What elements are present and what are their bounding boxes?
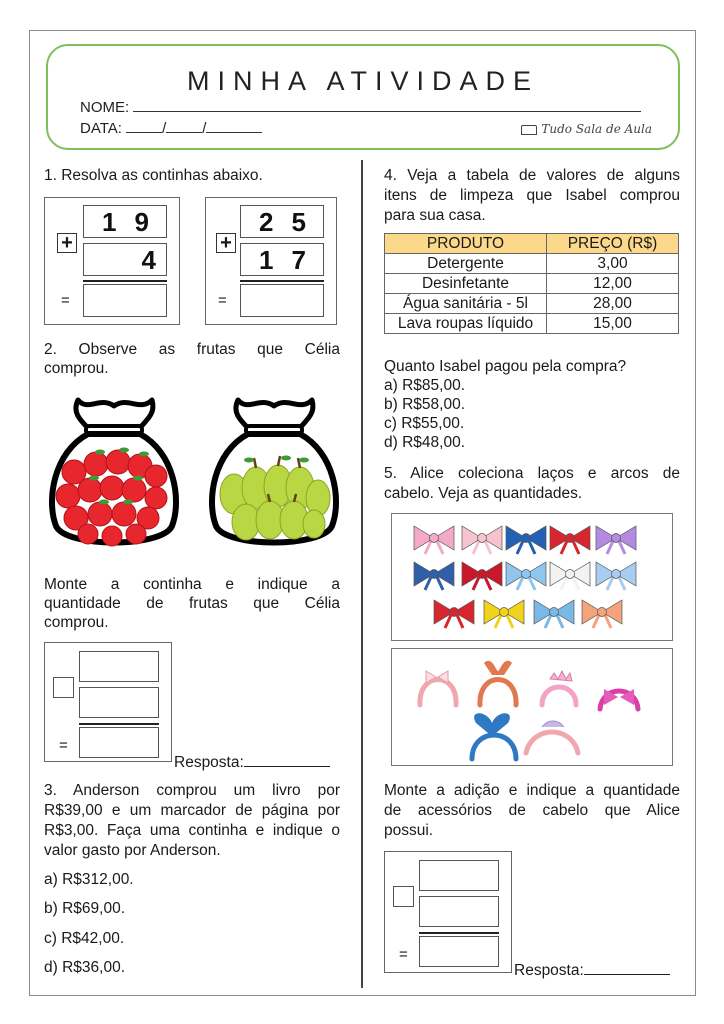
q5-prompt-line: 5. Alice coleciona laços e arcos de [384, 465, 680, 482]
operator-box[interactable] [393, 886, 414, 907]
name-field[interactable] [80, 98, 641, 116]
table-row [385, 314, 679, 334]
q4-option-c[interactable]: c) R$55,00. [384, 415, 465, 432]
hair-bow-icon [506, 526, 546, 554]
addend-value: 19 [102, 207, 167, 237]
q1-prompt: 1. Resolva as continhas abaixo. [44, 167, 263, 184]
q3-option-a[interactable]: a) R$312,00. [44, 871, 134, 888]
price-cell: 12,00 [547, 274, 679, 294]
addend-box[interactable] [419, 896, 499, 927]
sum-line [419, 932, 499, 934]
answer-line[interactable] [244, 753, 330, 767]
q3-option-c[interactable]: c) R$42,00. [44, 930, 125, 947]
addend-value: 17 [259, 245, 324, 275]
product-cell: Água sanitária - 5l [385, 294, 547, 314]
hair-bow-icon [462, 526, 502, 554]
bows-illustration [392, 514, 672, 640]
answer-box[interactable] [83, 284, 167, 317]
product-cell: Lava roupas líquido [385, 314, 547, 334]
table-row [385, 274, 679, 294]
table-header-row [385, 234, 679, 254]
hair-bow-icon [506, 562, 546, 590]
price-cell: 3,00 [547, 254, 679, 274]
name-label: NOME: [80, 99, 130, 116]
date-day-line[interactable] [126, 119, 162, 133]
hair-bow-icon [414, 562, 454, 590]
q1-problem-a [44, 197, 180, 325]
q3-option-b[interactable]: b) R$69,00. [44, 900, 125, 917]
column-header: PREÇO (R$) [547, 234, 679, 254]
date-label: DATA: [80, 120, 122, 137]
q2-addition-box [44, 642, 172, 762]
hair-bow-icon [534, 600, 574, 628]
plus-sign: + [216, 233, 236, 253]
price-table [384, 233, 679, 334]
logo [521, 122, 652, 136]
hair-bow-icon [484, 600, 524, 628]
operator-box[interactable] [53, 677, 74, 698]
addend-box[interactable] [419, 860, 499, 891]
hair-bow-icon [550, 526, 590, 554]
q5-answer[interactable] [514, 961, 670, 981]
addend-value: 25 [259, 207, 324, 237]
hair-bow-icon [462, 562, 502, 590]
q4-option-b[interactable]: b) R$58,00. [384, 396, 465, 413]
q5-instruction-line: de acessórios de cabelo que Alice [384, 802, 680, 819]
addend-box [83, 205, 167, 238]
addend-box [240, 205, 324, 238]
q5-instruction-line: Monte a adição e indique a quantidade [384, 782, 680, 799]
q3-prompt-line: R$39,00 e um marcador de página por [44, 802, 340, 819]
q4-prompt-line: 4. Veja a tabela de valores de alguns [384, 167, 680, 184]
column-header: PRODUTO [385, 234, 547, 254]
sum-line [79, 723, 159, 725]
addend-box [240, 243, 324, 276]
equals-sign: = [218, 292, 227, 309]
answer-box[interactable] [419, 936, 499, 967]
worksheet-header [46, 44, 680, 150]
hair-bow-icon [582, 600, 622, 628]
page-title: MINHA ATIVIDADE [186, 66, 540, 96]
q2-answer[interactable] [174, 753, 330, 773]
q4-prompt-line: para sua casa. [384, 207, 486, 224]
headbands-picture [391, 648, 673, 766]
apple-bag-illustration [44, 390, 184, 554]
answer-label: Resposta: [174, 754, 244, 771]
price-cell: 15,00 [547, 314, 679, 334]
q1-problem-b [205, 197, 337, 325]
answer-label: Resposta: [514, 962, 584, 979]
pear-bag-illustration [206, 390, 342, 554]
book-icon [521, 125, 537, 135]
q2-instruction-line: quantidade de frutas que Célia [44, 595, 340, 612]
addend-value: 4 [141, 245, 156, 275]
q4-question: Quanto Isabel pagou pela compra? [384, 358, 627, 375]
column-divider [361, 160, 363, 988]
q5-prompt-line: cabelo. Veja as quantidades. [384, 485, 583, 502]
sum-line [240, 280, 324, 282]
product-cell: Detergente [385, 254, 547, 274]
addend-box [83, 243, 167, 276]
q2-instruction-line: Monte a continha e indique a [44, 576, 340, 593]
q3-option-d[interactable]: d) R$36,00. [44, 959, 125, 976]
q4-prompt-line: itens de limpeza que Isabel comprou [384, 187, 680, 204]
date-slash: / [202, 120, 207, 137]
sum-line [83, 280, 167, 282]
q4-option-a[interactable]: a) R$85,00. [384, 377, 465, 394]
addend-box[interactable] [79, 651, 159, 682]
q2-prompt-line: comprou. [44, 360, 109, 377]
answer-line[interactable] [584, 961, 670, 975]
equals-sign: = [399, 946, 408, 963]
table-row [385, 294, 679, 314]
hair-bow-icon [596, 526, 636, 554]
price-cell: 28,00 [547, 294, 679, 314]
hair-bow-icon [550, 562, 590, 590]
date-field[interactable] [80, 119, 262, 137]
date-year-line[interactable] [206, 119, 262, 133]
hair-bow-icon [434, 600, 474, 628]
q4-option-d[interactable]: d) R$48,00. [384, 434, 465, 451]
hair-bow-icon [596, 562, 636, 590]
date-slash: / [162, 120, 167, 137]
q3-prompt-line: R$3,00. Faça uma continha e indique o [44, 822, 340, 839]
q2-instruction-line: comprou. [44, 614, 109, 631]
q3-prompt-line: 3. Anderson comprou um livro por [44, 782, 340, 799]
addend-box[interactable] [79, 687, 159, 718]
plus-sign: + [57, 233, 77, 253]
name-line[interactable] [133, 98, 641, 112]
equals-sign: = [59, 737, 68, 754]
hair-bow-icon [414, 526, 454, 554]
answer-box[interactable] [240, 284, 324, 317]
bows-picture [391, 513, 673, 641]
equals-sign: = [61, 292, 70, 309]
q5-instruction-line: possui. [384, 822, 434, 839]
answer-box[interactable] [79, 727, 159, 758]
headbands-illustration [392, 649, 672, 765]
table-row [385, 254, 679, 274]
q5-addition-box [384, 851, 512, 973]
logo-text: Tudo Sala de Aula [541, 122, 652, 136]
date-month-line[interactable] [166, 119, 202, 133]
product-cell: Desinfetante [385, 274, 547, 294]
q3-prompt-line: valor gasto por Anderson. [44, 842, 221, 859]
q2-prompt-line: 2. Observe as frutas que Célia [44, 341, 340, 358]
